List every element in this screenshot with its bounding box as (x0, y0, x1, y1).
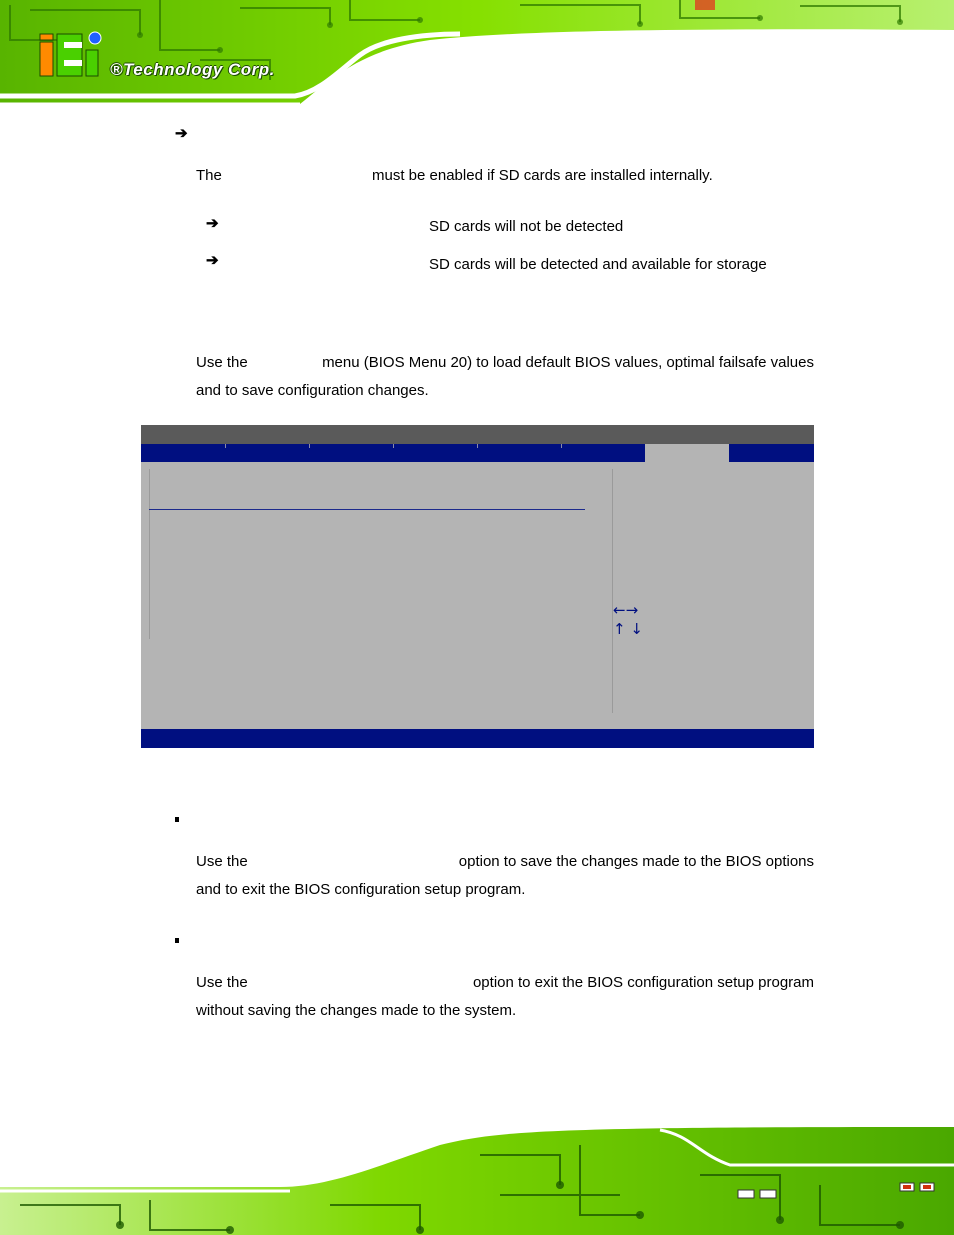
bios-footer-bar (141, 729, 814, 748)
discard-para-rest: option to exit the BIOS configuration setup program (472, 974, 814, 991)
bios-divider-line (149, 509, 585, 510)
option-arrow-icon: ➔ (206, 215, 219, 232)
circuit-board-banner (0, 0, 954, 112)
bios-tab-selected[interactable] (645, 444, 729, 462)
page-footer (0, 1125, 954, 1235)
exit-intro-line2: and to save configuration changes. (196, 382, 429, 399)
option-arrow-icon: ➔ (206, 252, 219, 269)
section-arrow-icon: ➔ (175, 125, 188, 142)
exit-intro-rest: menu (BIOS Menu 20) to load default BIOS values, optimal failsafe values (322, 354, 814, 371)
menu-separator (393, 444, 394, 448)
circuit-board-footer (0, 1125, 954, 1235)
save-para-line2: and to exit the BIOS configuration setup program. (196, 881, 526, 898)
menu-separator (225, 444, 226, 448)
save-para-start: Use the (196, 853, 248, 870)
menu-separator (477, 444, 478, 448)
bullet-icon (175, 817, 179, 822)
save-para-rest: option to save the changes made to the BIOS options (458, 853, 814, 870)
brand-name: ®Technology Corp. (110, 60, 275, 79)
left-right-arrows-icon: ←→ (613, 601, 639, 619)
option-enabled-desc: SD cards will be detected and available for storage (429, 256, 767, 273)
up-down-arrows-icon: ↑ ↓ (613, 620, 643, 638)
bios-exit-menu-screen (141, 425, 814, 748)
bios-panel-edge (149, 469, 150, 639)
bios-title-bar (141, 425, 814, 444)
discard-para-line2: without saving the changes made to the system. (196, 1002, 517, 1019)
page-header (0, 0, 954, 112)
bios-help-divider (612, 469, 613, 713)
menu-separator (561, 444, 562, 448)
sd-para-end: must be enabled if SD cards are installed internally. (372, 167, 713, 184)
option-disabled-desc: SD cards will not be detected (429, 218, 624, 235)
bullet-icon (175, 938, 179, 943)
sd-para-start: The (196, 167, 222, 184)
discard-para-start: Use the (196, 974, 248, 991)
menu-separator (309, 444, 310, 448)
exit-intro-start: Use the (196, 354, 248, 371)
